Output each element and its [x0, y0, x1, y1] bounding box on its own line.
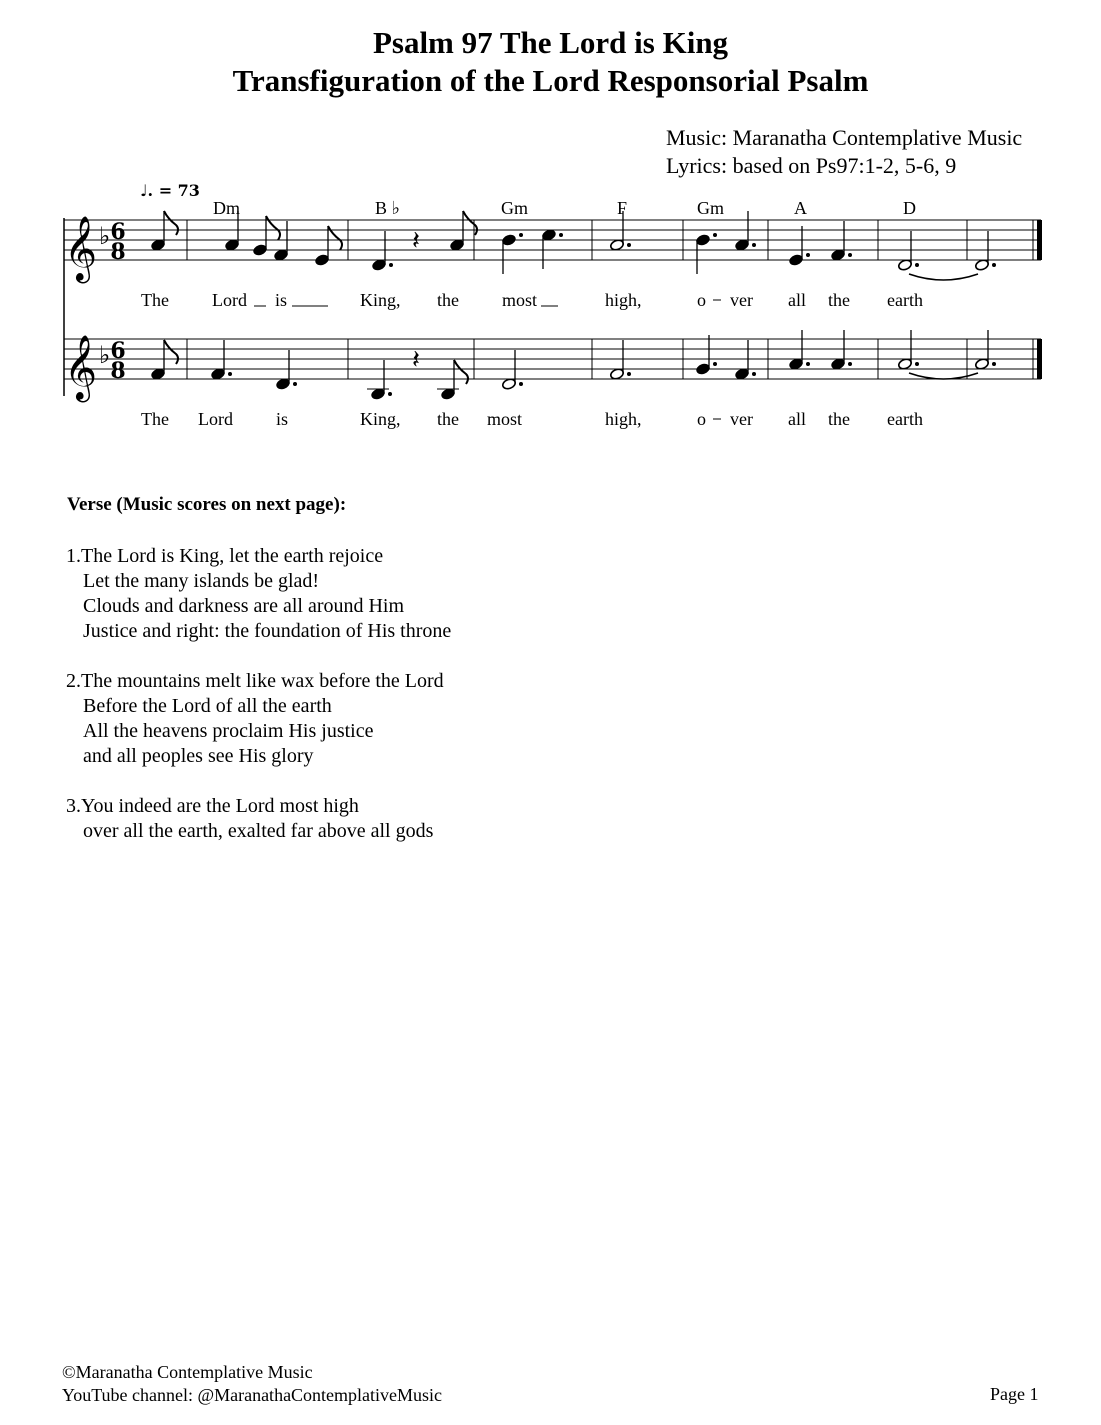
- lyric-syllable: earth: [887, 409, 923, 429]
- lyric-syllable: King,: [360, 409, 401, 429]
- augmentation-dot: [389, 263, 393, 267]
- note-head: [734, 368, 749, 381]
- note-head: [449, 239, 464, 252]
- lyric-syllable: the: [437, 290, 459, 310]
- eighth-flag: [164, 211, 178, 235]
- augmentation-dot: [752, 372, 756, 376]
- lyrics-line-2: [141, 409, 923, 429]
- note-head: [695, 363, 710, 376]
- verse-line: Justice and right: the foundation of His throne: [83, 620, 452, 642]
- augmentation-dot: [627, 243, 631, 247]
- note-head: [695, 234, 710, 247]
- lyric-syllable: earth: [887, 290, 923, 310]
- tie: [909, 373, 978, 379]
- tie: [909, 274, 978, 280]
- lyric-syllable: Lord: [198, 409, 233, 429]
- verse-2: [66, 669, 451, 769]
- time-signature-denominator: 8: [110, 358, 126, 384]
- note-head: [252, 244, 267, 257]
- final-barline-thick: [1037, 339, 1042, 379]
- verse-heading: Verse (Music scores on next page):: [67, 494, 347, 515]
- half-note-head: [501, 378, 516, 391]
- half-note-head: [897, 358, 912, 371]
- note-head: [830, 358, 845, 371]
- staff-1: [64, 211, 1042, 283]
- key-signature-flat: ♭: [99, 341, 111, 369]
- verse-line: Let the many islands be glad!: [83, 570, 320, 592]
- verse-line: 1.The Lord is King, let the earth rejoice: [66, 545, 384, 567]
- lyrics-line-1: [141, 290, 923, 310]
- note-head: [275, 378, 290, 391]
- augmentation-dot: [519, 382, 523, 386]
- quarter-rest: 𝄽: [412, 226, 420, 256]
- chord-symbol: Gm: [501, 198, 528, 218]
- staff-2: [64, 330, 1042, 402]
- lyric-syllable: Lord: [212, 290, 247, 310]
- augmentation-dot: [806, 362, 810, 366]
- lyric-syllable: King,: [360, 290, 401, 310]
- treble-clef: 𝄞: [64, 335, 98, 400]
- augmentation-dot: [752, 243, 756, 247]
- augmentation-dot: [992, 362, 996, 366]
- augmentation-dot: [848, 362, 852, 366]
- lyric-syllable: high,: [605, 290, 642, 310]
- augmentation-dot: [713, 362, 717, 366]
- lyric-syllable: all: [788, 409, 806, 429]
- music-score: [0, 170, 1101, 450]
- lyric-syllable: o: [697, 290, 706, 310]
- note-head: [788, 254, 803, 267]
- chord-symbol: A: [794, 198, 807, 218]
- eighth-flag: [164, 340, 178, 364]
- chord-symbol: Gm: [697, 198, 724, 218]
- eighth-flag: [463, 211, 477, 235]
- note-head: [371, 259, 386, 272]
- note-head: [224, 239, 239, 252]
- lyric-syllable: The: [141, 290, 169, 310]
- time-signature-numerator: 6: [110, 219, 126, 245]
- augmentation-dot: [388, 392, 392, 396]
- verse-line: 2.The mountains melt like wax before the Lord: [66, 670, 444, 692]
- treble-clef: 𝄞: [64, 216, 98, 281]
- augmentation-dot: [848, 253, 852, 257]
- key-signature-flat: ♭: [99, 222, 111, 250]
- lyric-syllable: the: [828, 409, 850, 429]
- note-head: [273, 249, 288, 262]
- lyric-syllable: the: [828, 290, 850, 310]
- lyric-syllable: ver: [730, 409, 753, 429]
- verse-line: Clouds and darkness are all around Him: [83, 595, 405, 617]
- note-head: [150, 239, 165, 252]
- final-barline-thick: [1037, 220, 1042, 260]
- augmentation-dot: [519, 233, 523, 237]
- augmentation-dot: [915, 362, 919, 366]
- verse-line: Before the Lord of all the earth: [83, 695, 332, 717]
- augmentation-dot: [806, 253, 810, 257]
- page-subtitle: Transfiguration of the Lord Responsorial Psalm: [232, 63, 869, 98]
- lyric-syllable: most: [502, 290, 538, 310]
- lyric-syllable: o: [697, 409, 706, 429]
- note-head: [734, 239, 749, 252]
- chord-symbol: F: [617, 198, 628, 218]
- verse-1: [66, 544, 451, 644]
- copyright-notice: ©Maranatha Contemplative Music: [62, 1362, 313, 1382]
- eighth-flag: [454, 360, 468, 384]
- note-head: [788, 358, 803, 371]
- time-signature-denominator: 8: [110, 239, 126, 265]
- lyric-syllable: high,: [605, 409, 642, 429]
- half-note-head: [609, 368, 624, 381]
- lyric-syllable: most: [487, 409, 523, 429]
- augmentation-dot: [627, 372, 631, 376]
- lyric-syllable: ver: [730, 290, 753, 310]
- chord-symbol: Dm: [213, 198, 240, 218]
- note-head: [210, 368, 225, 381]
- lyric-syllable: is: [275, 290, 288, 310]
- tempo-mark: ♩. = 73: [140, 181, 200, 200]
- page-title: Psalm 97 The Lord is King: [372, 25, 729, 60]
- half-note-head: [897, 259, 912, 272]
- note-head: [541, 229, 556, 242]
- augmentation-dot: [992, 263, 996, 267]
- lyric-syllable: is: [276, 409, 289, 429]
- augmentation-dot: [228, 372, 232, 376]
- lyrics-credit: Lyrics: based on Ps97:1-2, 5-6, 9: [666, 153, 957, 178]
- augmentation-dot: [293, 382, 297, 386]
- time-signature-numerator: 6: [110, 338, 126, 364]
- lyric-syllable: all: [788, 290, 806, 310]
- verse-list: [66, 544, 451, 869]
- augmentation-dot: [915, 263, 919, 267]
- half-note-head: [609, 239, 624, 252]
- half-note-head: [974, 259, 989, 272]
- note-head: [440, 388, 455, 401]
- half-note-head: [974, 358, 989, 371]
- note-head: [150, 368, 165, 381]
- note-head: [830, 249, 845, 262]
- chord-symbol: D: [903, 198, 916, 218]
- augmentation-dot: [559, 233, 563, 237]
- verse-line: 3.You indeed are the Lord most high: [66, 795, 359, 817]
- note-head: [501, 234, 516, 247]
- verse-line: All the heavens proclaim His justice: [83, 720, 374, 742]
- page-number: Page 1: [990, 1384, 1039, 1404]
- note-head: [370, 388, 385, 401]
- youtube-channel: YouTube channel: @MaranathaContemplativeMusic: [62, 1385, 443, 1405]
- chord-symbol: B ♭: [375, 198, 400, 218]
- note-head: [314, 254, 329, 267]
- verse-line: and all peoples see His glory: [83, 745, 314, 767]
- verse-line: over all the earth, exalted far above all gods: [83, 820, 434, 842]
- quarter-rest: 𝄽: [412, 345, 420, 375]
- music-credit: Music: Maranatha Contemplative Music: [666, 125, 1023, 150]
- lyric-syllable: The: [141, 409, 169, 429]
- lyric-syllable: the: [437, 409, 459, 429]
- verse-3: [66, 794, 451, 844]
- augmentation-dot: [713, 233, 717, 237]
